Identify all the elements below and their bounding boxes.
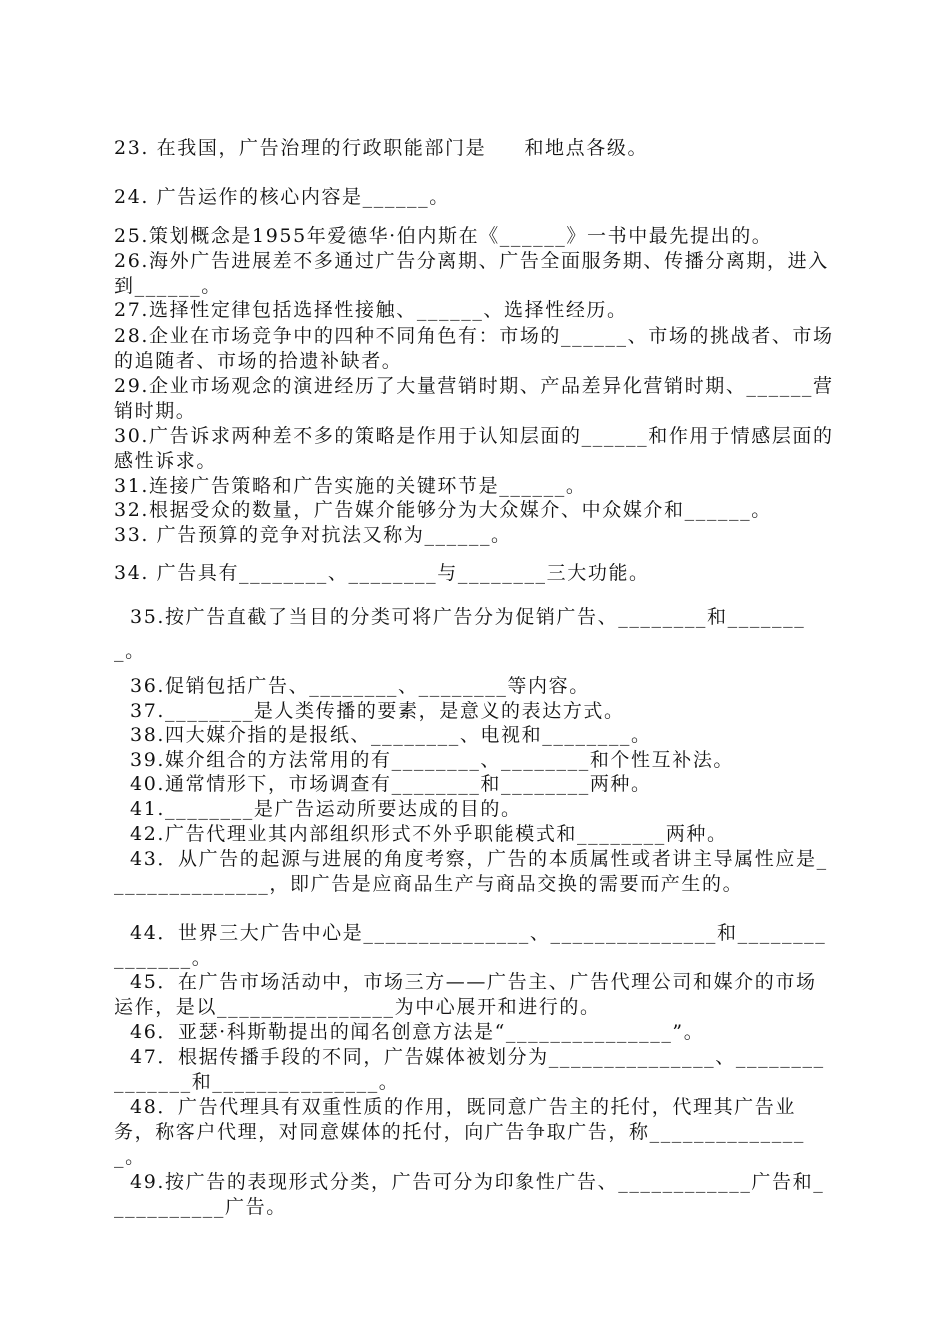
question-26: 26.海外广告进展差不多通过广告分离期、广告全面服务期、传播分离期，进入到______。 xyxy=(114,250,829,297)
question-38: 38.四大媒介指的是报纸、________、电视和________。 xyxy=(130,724,652,746)
question-42: 42.广告代理业其内部组织形式不外乎职能模式和________两种。 xyxy=(130,823,728,845)
question-43: 43．从广告的起源与进展的角度考察，广告的本质属性或者讲主导属性应是_______________，即广告是应商品生产与商品交换的需要而产生的。 xyxy=(114,848,828,895)
question-45: 45．在广告市场活动中，市场三方——广告主、广告代理公司和媒介的市场运作，是以________________为中心展开和进行的。 xyxy=(114,971,817,1018)
question-33: 33. 广告预算的竞争对抗法又称为______。 xyxy=(114,524,512,546)
question-24: 24. 广告运作的核心内容是______。 xyxy=(114,186,450,208)
question-28: 28.企业在市场竞争中的四种不同角色有：市场的______、市场的挑战者、市场的追随者、市场的拾遗补缺者。 xyxy=(114,325,834,372)
question-25: 25.策划概念是1955年爱德华·伯内斯在《______》一书中最先提出的。 xyxy=(114,225,773,247)
question-35: 35.按广告直截了当目的分类可将广告分为促销广告、________和________。 xyxy=(114,606,806,662)
question-44: 44．世界三大广告中心是_______________、_______________和_______________。 xyxy=(114,922,827,969)
question-46: 46．亚瑟·科斯勒提出的闻名创意方法是“_______________”。 xyxy=(130,1021,705,1043)
question-41: 41.________是广告运动所要达成的目的。 xyxy=(130,798,522,820)
question-34: 34. 广告具有________、________与________三大功能。 xyxy=(114,562,650,584)
question-30: 30.广告诉求两种差不多的策略是作用于认知层面的______和作用于情感层面的感性诉求。 xyxy=(114,425,834,472)
question-48: 48．广告代理具有双重性质的作用，既同意广告主的托付，代理其广告业务，称客户代理，对同意媒体的托付，向广告争取广告，称_______________。 xyxy=(114,1096,806,1168)
question-32: 32.根据受众的数量，广告媒介能够分为大众媒介、中众媒介和______。 xyxy=(114,499,772,521)
question-37: 37.________是人类传播的要素，是意义的表达方式。 xyxy=(130,700,625,722)
question-39: 39.媒介组合的方法常用的有________、________和个性互补法。 xyxy=(130,749,735,771)
question-49: 49.按广告的表现形式分类，广告可分为印象性广告、____________广告和___________广告。 xyxy=(114,1171,825,1218)
question-36: 36.促销包括广告、________、________等内容。 xyxy=(130,675,590,697)
question-47: 47．根据传播手段的不同，广告媒体被划分为_______________、_______________和_______________。 xyxy=(114,1046,825,1093)
question-40: 40.通常情形下，市场调查有________和________两种。 xyxy=(130,773,652,795)
question-27: 27.选择性定律包括选择性接触、______、选择性经历。 xyxy=(114,299,628,321)
question-23: 23. 在我国，广告治理的行政职能部门是 和地点各级。 xyxy=(114,137,649,159)
question-29: 29.企业市场观念的演进经历了大量营销时期、产品差异化营销时期、______营销时期。 xyxy=(114,375,834,422)
question-31: 31.连接广告策略和广告实施的关键环节是______。 xyxy=(114,475,587,497)
